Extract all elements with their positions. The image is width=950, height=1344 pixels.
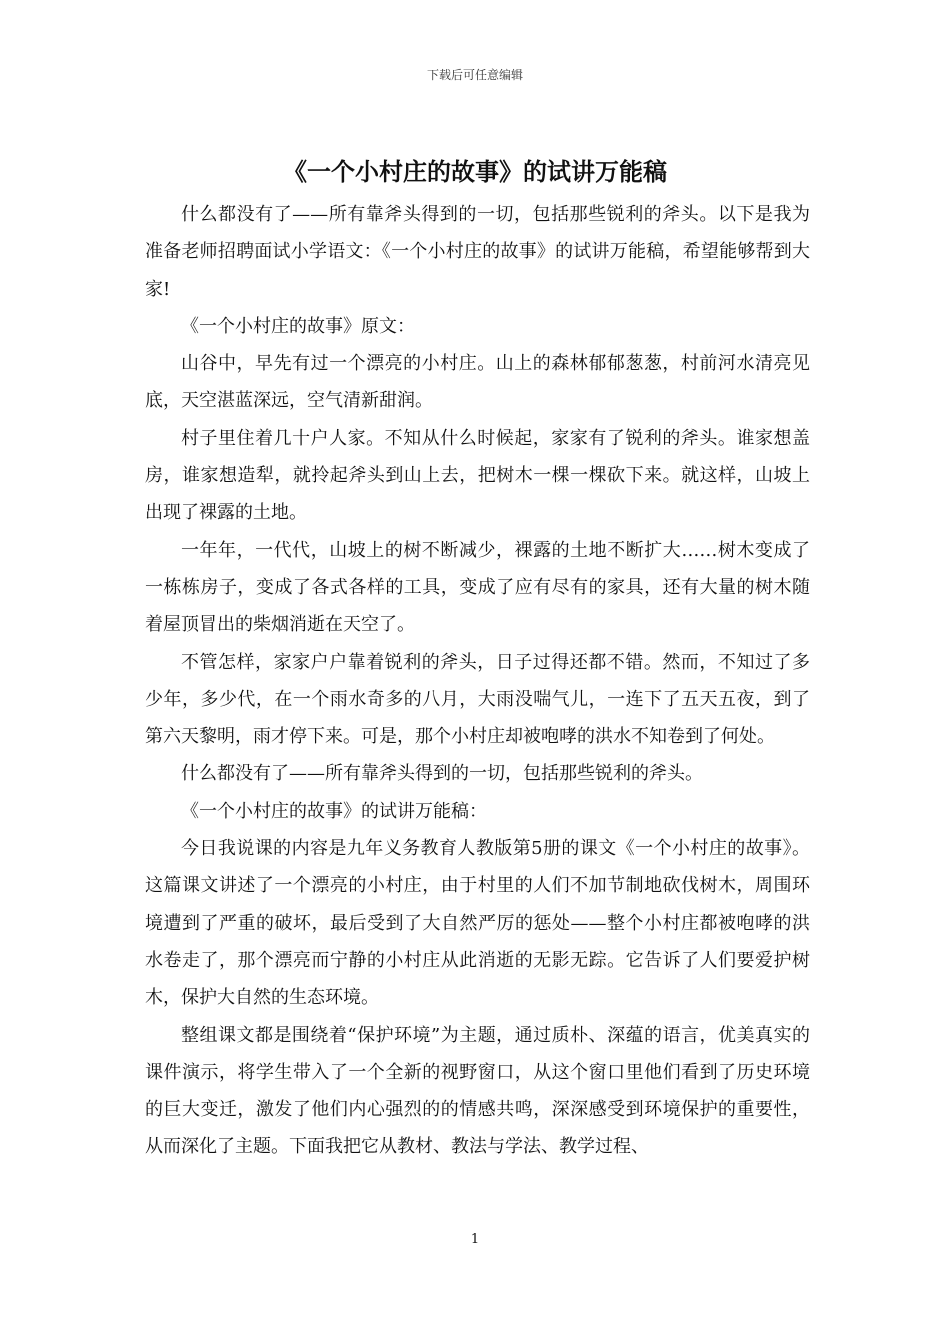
page-header: 下载后可任意编辑 (426, 68, 523, 82)
document-title: 《一个小村庄的故事》的试讲万能稿 (283, 157, 667, 186)
paragraph-story-4: 不管怎样，家家户户靠着锐利的斧头，日子过得还都不错。然而，不知过了多少年，多少代，在一个雨水奇多的八月，大雨没喘气儿，一连下了五天五夜，到了第六天黎明，雨才停下来。可是，那个小村庄却被咆哮的洪水不知卷到了何处。 (145, 651, 810, 748)
document-body (145, 196, 810, 1166)
paragraph-story-1: 山谷中，早先有过一个漂亮的小村庄。山上的森林郁郁葱葱，村前河水清亮见底，天空湛蓝深远，空气清新甜润。 (145, 353, 810, 412)
page-number: 1 (470, 1232, 480, 1247)
paragraph-script-heading: 《一个小村庄的故事》的试讲万能稿： (181, 800, 487, 822)
paragraph-story-5: 什么都没有了——所有靠斧头得到的一切，包括那些锐利的斧头。 (181, 763, 703, 785)
paragraph-story-3: 一年年，一代代，山坡上的树不断减少，裸露的土地不断扩大……树木变成了一栋栋房子，变成了各式各样的工具，变成了应有尽有的家具，还有大量的树木随着屋顶冒出的柴烟消逝在天空了。 (145, 539, 810, 636)
paragraph-intro: 什么都没有了——所有靠斧头得到的一切，包括那些锐利的斧头。以下是我为准备老师招聘面试小学语文：《一个小村庄的故事》的试讲万能稿，希望能够帮到大家! (145, 204, 810, 300)
paragraph-script-2: 整组课文都是围绕着“保护环境”为主题，通过质朴、深蕴的语言，优美真实的课件演示，将学生带入了一个全新的视野窗口，从这个窗口里他们看到了历史环境的巨大变迁，激发了他们内心强烈的的情感共鸣，深深感受到环境保护的重要性，从而深化了主题。下面我把它从教材、教法与学法、教学过程、 (145, 1024, 810, 1158)
paragraph-script-1: 今日我说课的内容是九年义务教育人教版第5册的课文《一个小村庄的故事》。这篇课文讲述了一个漂亮的小村庄，由于村里的人们不加节制地砍伐树木，周围环境遭到了严重的破坏，最后受到了大自然严厉的惩处——整个小村庄都被咆哮的洪水卷走了，那个漂亮而宁静的小村庄从此消逝的无影无踪。它告诉了人们要爱护树木，保护大自然的生态环境。 (145, 838, 810, 1009)
paragraph-original-heading: 《一个小村庄的故事》原文： (181, 315, 415, 337)
paragraph-story-2: 村子里住着几十户人家。不知从什么时候起，家家有了锐利的斧头。谁家想盖房，谁家想造犁，就拎起斧头到山上去，把树木一棵一棵砍下来。就这样，山坡上出现了裸露的土地。 (145, 427, 810, 524)
